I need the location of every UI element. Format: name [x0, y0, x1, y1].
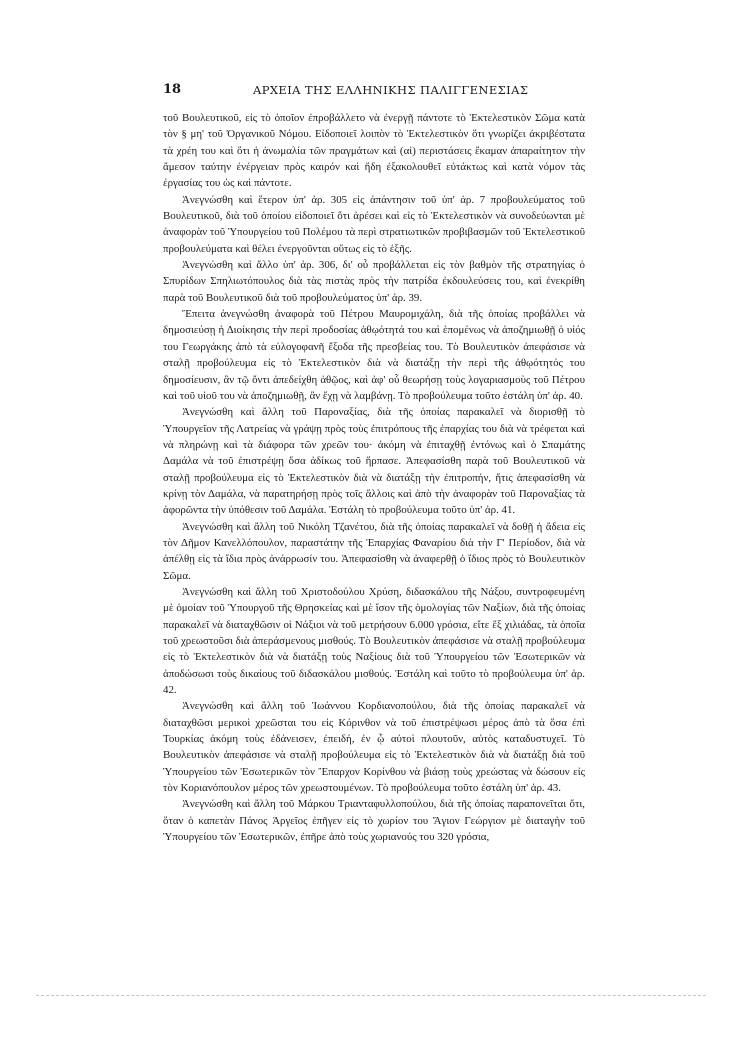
footer-rule	[36, 995, 706, 996]
paragraph: Ἀνεγνώσθη καὶ ἄλλη τοῦ Μάρκου Τριανταφυλλοπούλου, διὰ τῆς ὁποίας παραπονεῖται ὅτι, ὅταν ὁ καπετὰν Πάνος Ἀργεῖος ἐπῆγεν εἰς τὸ χωρίον του Ἅγιον Γεώργιον μὲ διαταγὴν τοῦ Ὑπουργείου τῶν Ἐσωτερικῶν, ἐπῆρε ἀπὸ τοὺς χωριανούς του 320 γρόσια,	[163, 798, 585, 844]
paragraph: Ἀνεγνώσθη καὶ ἄλλη τοῦ Νικόλη Τζανέτου, διὰ τῆς ὁποίας παρακαλεῖ νὰ δοθῇ ἡ ἄδεια εἰς τὸν Δῆμον Κανελλόπουλον, παραστάτην τῆς Ἐπαρχίας Φαναρίου διὰ τὴν Γ' Περίοδον, διὰ νὰ ἀπέλθῃ εἰς τὰ ἴδια πρὸς ἀνάρρωσίν του. Ἀπεφασίσθη νὰ ἀναφερθῇ ὁ ἴδιος πρὸς τὸ Βουλευτικὸν Σῶμα.	[163, 520, 585, 582]
page-number: 18	[163, 82, 182, 97]
page-header	[163, 82, 585, 100]
paragraph: Ἀνεγνώσθη καὶ ἄλλη τοῦ Ἰωάννου Κορδιανοπούλου, διὰ τῆς ὁποίας παρακαλεῖ νὰ διαταχθῶσι μερικοὶ χρεῶσται του εἰς Κόρινθον νὰ τοῦ ἐπιστρέψωσι μέρος ἀπὸ τὰ ὅσα ἐπὶ Τουρκίας ἀκόμη τοὺς ἐδάνεισεν, ἐπειδή, ἐν ᾧ αὐτοὶ πλουτοῦν, αὐτὸς καταδυστυχεῖ. Τὸ Βουλευτικὸν ἀπεφάσισε νὰ σταλῇ προβούλευμα εἰς τὸ Ἐκτελεστικὸν διὰ νὰ διατάξῃ διὰ τοῦ Ὑπουργείου τῶν Ἐσωτερικῶν τὸν Ἔπαρχον Κορίνθου νὰ βιάσῃ τοὺς χρεώστας νὰ δώσουν εἰς τὸν Κοριανόπουλον μέρος τῶν χρεωστουμένων. Τὸ προβούλευμα τοῦτο ἐστάλη ὑπ' ἀρ. 43.	[163, 700, 585, 795]
paragraph: Ἀνεγνώσθη καὶ ἕτερον ὑπ' ἀρ. 305 εἰς ἀπάντησιν τοῦ ὑπ' ἀρ. 7 προβουλεύματος τοῦ Βουλευτικοῦ, διὰ τοῦ ὁποίου εἰδοποιεῖ ὅτι ἀρέσει καὶ εἰς τὸ Ἐκτελεστικὸν νὰ συνοδεύωνται μὲ ἀναφορὰν τοῦ Ὑπουργείου τοῦ Πολέμου τὰ περὶ στρατιωτικῶν προβιβασμῶν τοῦ Ἐκτελεστικοῦ προβουλεύματα καὶ θέλει ἐνεργοῦνται οὕτως εἰς τὸ ἑξῆς.	[163, 193, 585, 255]
running-head: ΑΡΧΕΙΑ ΤΗΣ ΕΛΛΗΝΙΚΗΣ ΠΑΛΙΓΓΕΝΕΣΙΑΣ	[253, 83, 529, 97]
paragraph: Ἀνεγνώσθη καὶ ἄλλη τοῦ Παροναξίας, διὰ τῆς ὁποίας παρακαλεῖ νὰ διορισθῇ τὸ Ὑπουργεῖον τῆς Λατρείας νὰ γράψῃ πρὸς τοὺς ἐπιτρόπους τῆς ἐπαρχίας του διὰ νὰ τρέφεται καὶ νὰ πληρώνῃ καὶ τὰ διάφορα τῶν χρεῶν του· ἀκόμη νὰ ἐπιταχθῇ ἐντόνως καὶ ὁ Σπαμάτης Δαμάλα νὰ τοῦ ἐπιστρέψῃ ὅσα ἀδίκως τοῦ ἥρπασε. Ἀπεφασίσθη παρὰ τοῦ Βουλευτικοῦ νὰ σταλῇ προβούλευμα εἰς τὸ Ἐκτελεστικὸν διὰ νὰ διατάξῃ τὴν ἐπιτροπήν, ἥτις ἀπεφασίσθη νὰ κρίνῃ τὸν Δαμάλα, νὰ παρατηρήσῃ πρὸς τοῖς ἄλλοις καὶ ἀπὸ τὴν ἀναφορὰν τοῦ Παροναξίας τὰ ἀφορῶντα τὴν ὑπόθεσιν τοῦ Δαμάλα. Ἐστάλη τὸ προβούλευμα τοῦτο ὑπ' ἀρ. 41.	[163, 406, 585, 517]
paragraph: τοῦ Βουλευτικοῦ, εἰς τὸ ὁποῖον ἐπροβάλλετο νὰ ἐνεργῇ πάντοτε τὸ Ἐκτελεστικὸν Σῶμα κατὰ τὸν § μη' τοῦ Ὀργανικοῦ Νόμου. Εἰδοποιεῖ λοιπὸν τὸ Ἐκτελεστικὸν ὅτι γνωρίζει ἀκριβέστατα τὰ χρέη του καὶ ὅτι ἡ ἀνωμαλία τῶν πραγμάτων καὶ (αἱ) περιστάσεις ἔκαμαν ἀπαραίτητον τὴν ἄμεσον ταύτην ἐνέργειαν πρὸς καιρόν καὶ ἤδη ἐξακολουθεῖ εὐτάκτως καὶ κατὰ νόμον τὰς ἐργασίας του ὡς καὶ πάντοτε.	[163, 112, 585, 190]
paragraph: Ἀνεγνώσθη καὶ ἄλλο ὑπ' ἀρ. 306, δι' οὗ προβάλλεται εἰς τὸν βαθμὸν τῆς στρατηγίας ὁ Σπυρίδων Σπηλιωτόπουλος διὰ τὰς πιστὰς πρὸς τὴν πατρίδα ἐκδουλεύσεις του, καὶ ἐνεκρίθη παρὰ τοῦ Βουλευτικοῦ διὰ τοῦ προβουλεύματος ὑπ' ἀρ. 39.	[163, 259, 585, 304]
paragraph: Ἔπειτα ἀνεγνώσθη ἀναφορὰ τοῦ Πέτρου Μαυρομιχάλη, διὰ τῆς ὁποίας προβάλλει νὰ δημοσιεύσῃ ἡ Διοίκησις τὴν περὶ προδοσίας ἀθῳότητά του καὶ ἑπομένως νὰ ἀποζημιωθῇ ὁ υἱός του Γεωργάκης ἀπὸ τὰ εὐλογοφανῆ ἔξοδα τῆς πρεσβείας του. Τὸ Βουλευτικὸν ἀπεφάσισε νὰ σταλῇ προβούλευμα εἰς τὸ Ἐκτελεστικὸν διὰ νὰ διατάξῃ τὴν περὶ τῆς ἀθῳότητός του δημοσίευσιν, ἂν τῷ ὄντι ἀπεδείχθη ἀθῷος, καὶ ἀφ' οὗ θεωρήσῃ τοὺς λογαριασμοὺς τοῦ Πέτρου καὶ τοῦ υἱοῦ του νὰ ἀποζημιωθῇ, ἂν ἔχῃ νὰ λαμβάνῃ. Τὸ προβούλευμα τοῦτο ἐστάλη ὑπ' ἀρ. 40.	[163, 308, 585, 402]
body-text	[163, 110, 585, 845]
paragraph: Ἀνεγνώσθη καὶ ἄλλη τοῦ Χριστοδούλου Χρύση, διδασκάλου τῆς Νάξου, συντροφευμένη μὲ ὁμοίαν τοῦ Ὑπουργοῦ τῆς Θρησκείας καὶ μὲ ἴσον τῆς ὁμολογίας τῶν Ναξίων, διὰ τῆς ὁποίας παρακαλεῖ νὰ διαταχθῶσιν οἱ Νάξιοι νὰ τοῦ μετρήσουν 6.000 γρόσια, εἴτε ἕξ χιλιάδας, τὰ ὁποῖα τοῦ χρεωστοῦσι διὰ ἀπεράσμενους μισθούς. Τὸ Βουλευτικὸν ἀπεφάσισε νὰ σταλῇ προβούλευμα εἰς τὸ Ἐκτελεστικὸν διὰ νὰ διατάξῃ τοὺς Ναξίους διὰ τοῦ Ὑπουργείου τῶν Ἐσωτερικῶν νὰ ἀποδώσωσι τοὺς δικαίους τοῦ διδασκάλου μισθούς. Ἐστάλη καὶ τοῦτο τὸ προβούλευμα ὑπ' ἀρ. 42.	[163, 585, 585, 697]
